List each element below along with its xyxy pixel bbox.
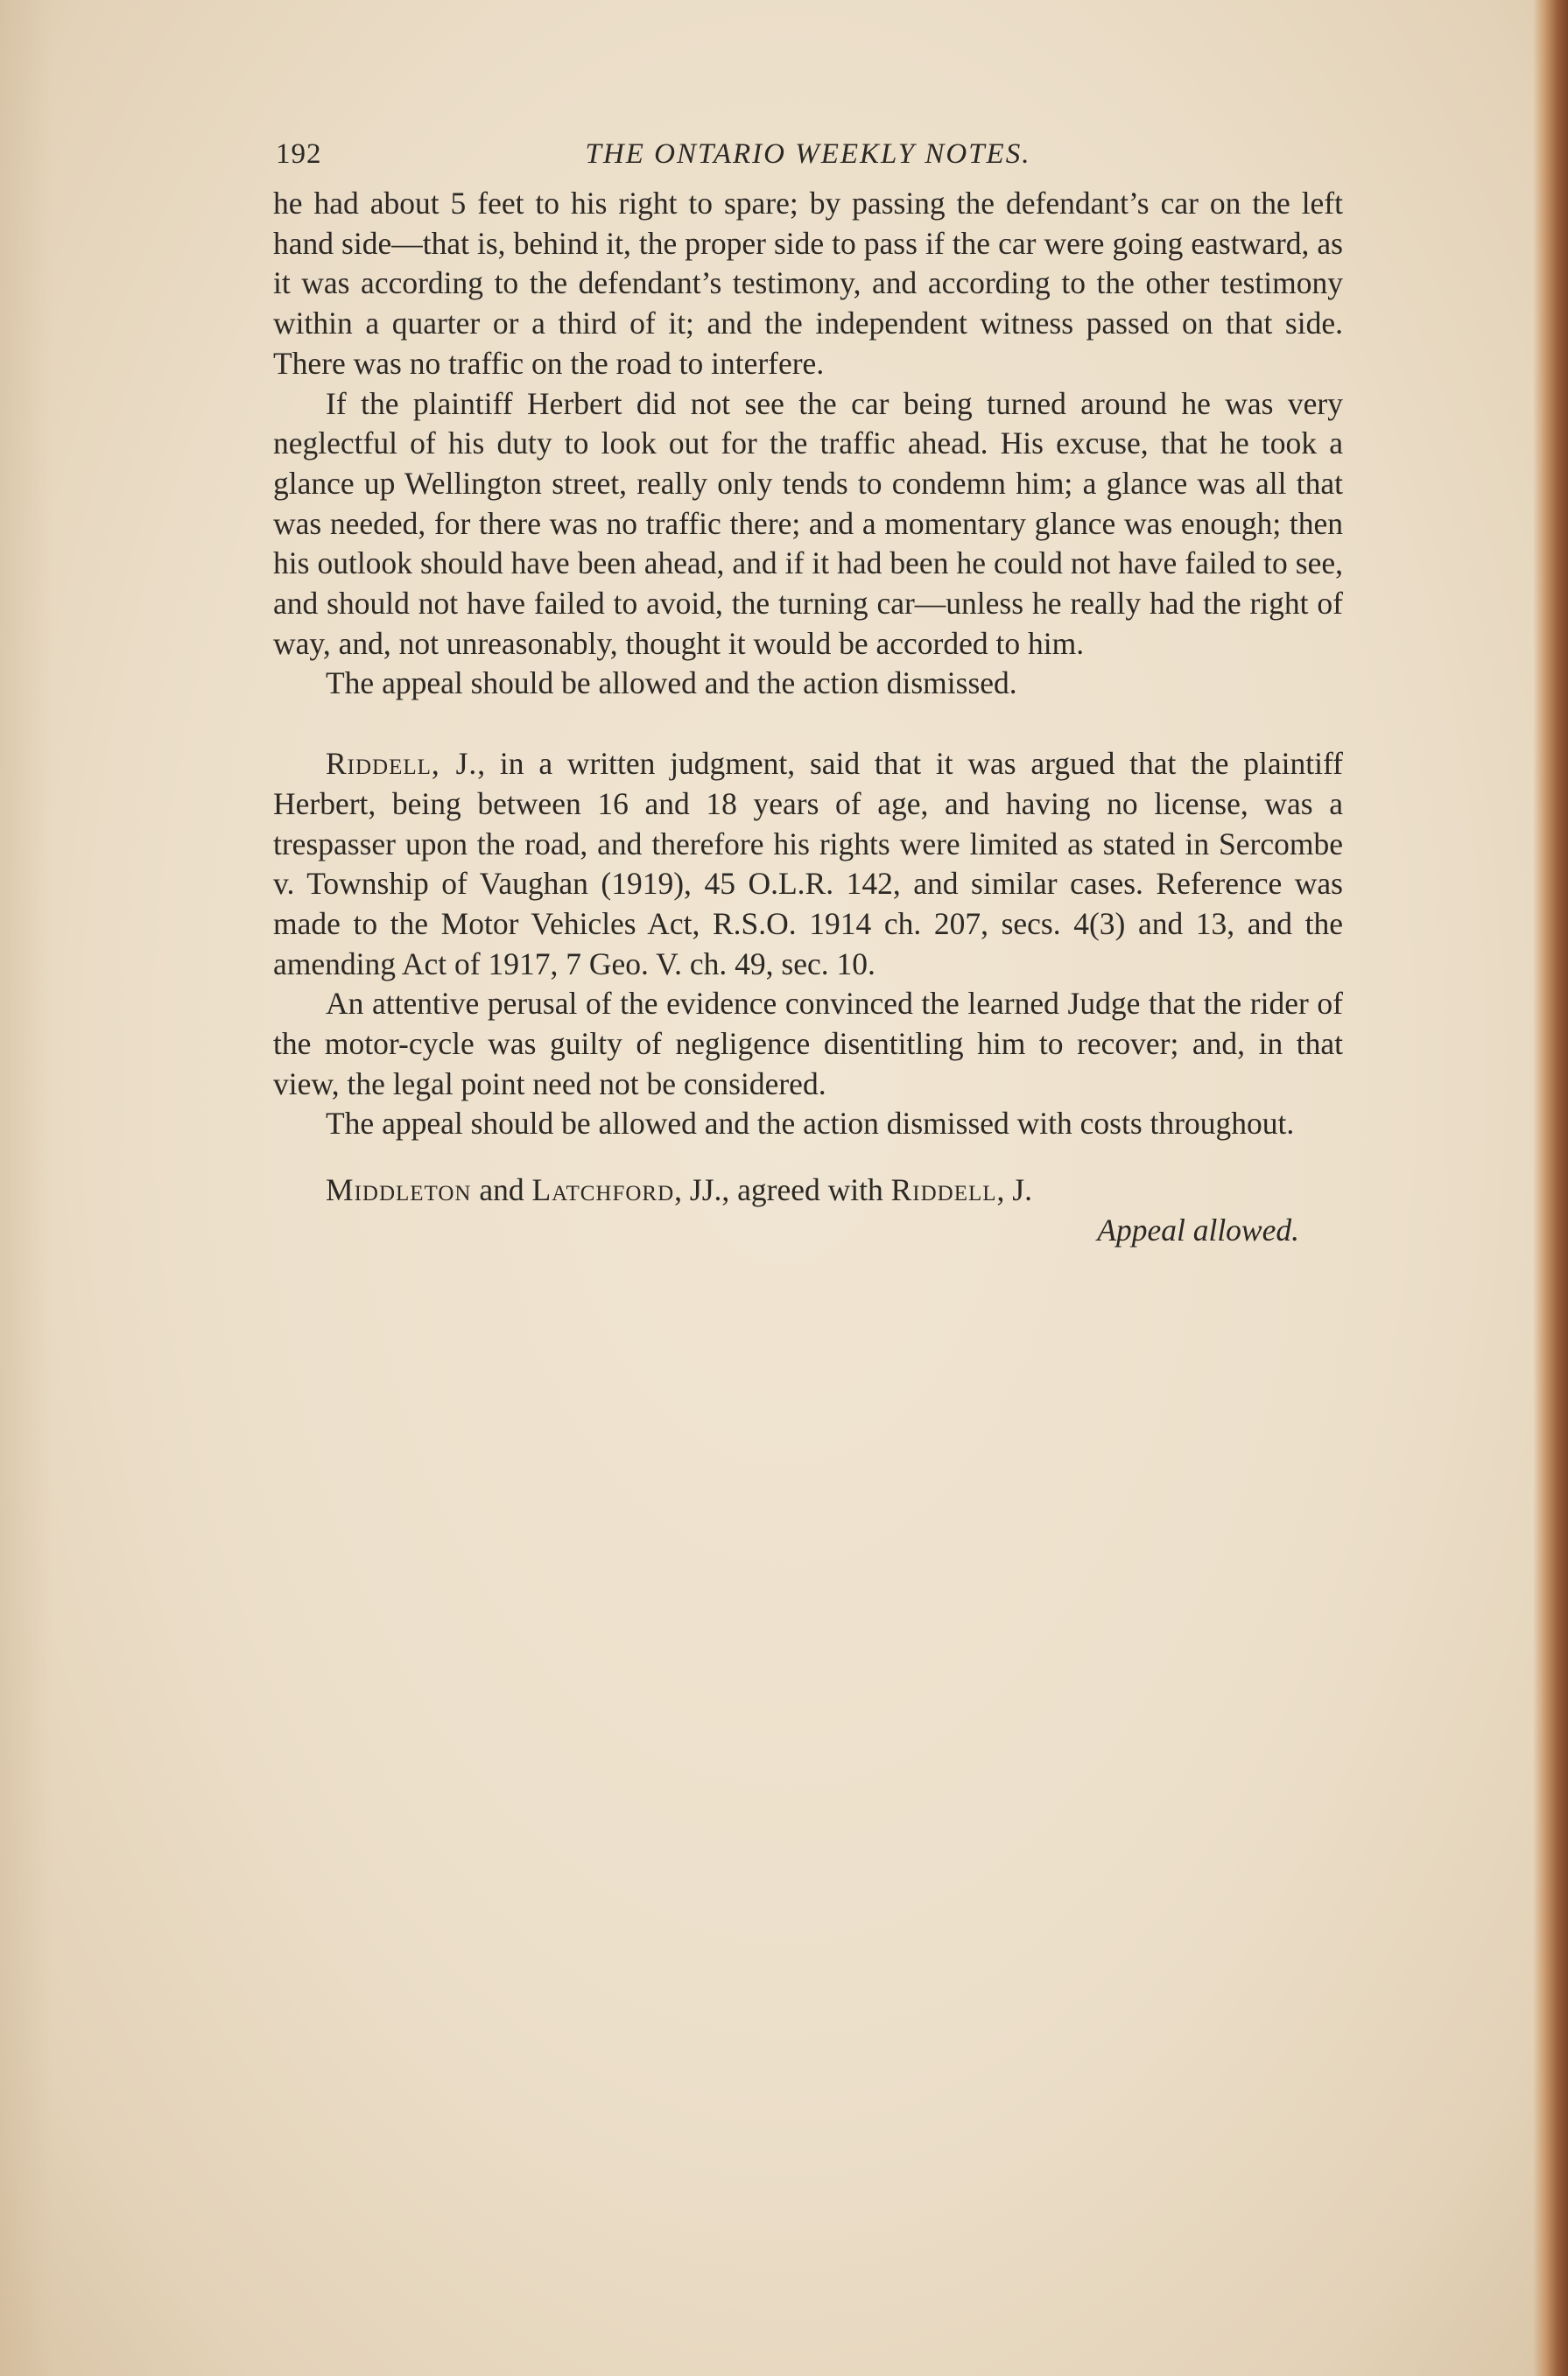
paragraph-5: An attentive perusal of the evidence convinced the learned Judge that the rider of the motor-cycle was guilty of negligence disentitling him to recover; and, in that view, the legal point need not be considered. bbox=[273, 986, 1343, 1101]
agreement-end: , J. bbox=[996, 1172, 1032, 1208]
paragraph-1: he had about 5 feet to his right to spare; by passing the defendant’s car on the left hand side—that is, behind it, the proper side to pass if the car were going eastward, as it was according to the defendant’s testimony, and according to the other testimony within a quarter or a third of it; and the independent witness passed on that side. There was no traffic on the road to interfere. bbox=[273, 186, 1343, 381]
paragraph-6: The appeal should be allowed and the action dismissed with costs throughout. bbox=[326, 1106, 1295, 1142]
conjunction: and bbox=[471, 1172, 532, 1208]
page-edge-shadow bbox=[0, 0, 53, 2376]
document-page bbox=[273, 131, 1343, 1251]
judge-name-riddell: Riddell, J. bbox=[326, 746, 478, 782]
page-number: 192 bbox=[276, 138, 322, 170]
paragraph-4-text: , in a written judgment, said that it was argued that the plaintiff Herbert, being between 16 and 18 years of age, and having no license, was a trespasser upon the road, and therefore his rights were limited as stated in Sercombe v. Township of Vaughan (1919), 45 O.L.R. 142, and similar cases. Reference was made to the Motor Vehicles Act, R.S.O. 1914 ch. 207, secs. 4(3) and 13, and the amending Act of 1917, 7 Geo. V. ch. 49, sec. 10. bbox=[273, 746, 1343, 981]
judge-name-riddell-2: Riddell bbox=[890, 1172, 997, 1208]
judge-name-latchford: Latchford bbox=[531, 1172, 675, 1208]
body-text bbox=[273, 184, 1343, 1251]
paragraph-2: If the plaintiff Herbert did not see the car being turned around he was very neglectful of his duty to look out for the traffic ahead. His excuse, that he took a glance up Wellington street, really only tends to condemn him; a glance was all that was needed, for there was no traffic there; and a momentary glance was enough; then his outlook should have been ahead, and if it had been he could not have failed to see, and should not have failed to avoid, the turning car—unless he really had the right of way, and, not unreasonably, thought it would be accorded to him. bbox=[273, 385, 1343, 661]
section-gap bbox=[273, 704, 1343, 744]
disposition: Appeal allowed. bbox=[1097, 1212, 1299, 1248]
book-spine-edge bbox=[1533, 0, 1568, 2376]
agreement-text: , JJ., agreed with bbox=[674, 1172, 891, 1208]
running-head: THE ONTARIO WEEKLY NOTES. bbox=[585, 138, 1031, 170]
section-gap bbox=[273, 1144, 1343, 1170]
judge-name-middleton: Middleton bbox=[326, 1172, 472, 1208]
paragraph-3: The appeal should be allowed and the action dismissed. bbox=[326, 665, 1017, 701]
paragraph-7 bbox=[273, 1170, 1343, 1211]
page-header bbox=[273, 131, 1343, 184]
paragraph-4 bbox=[273, 744, 1343, 984]
